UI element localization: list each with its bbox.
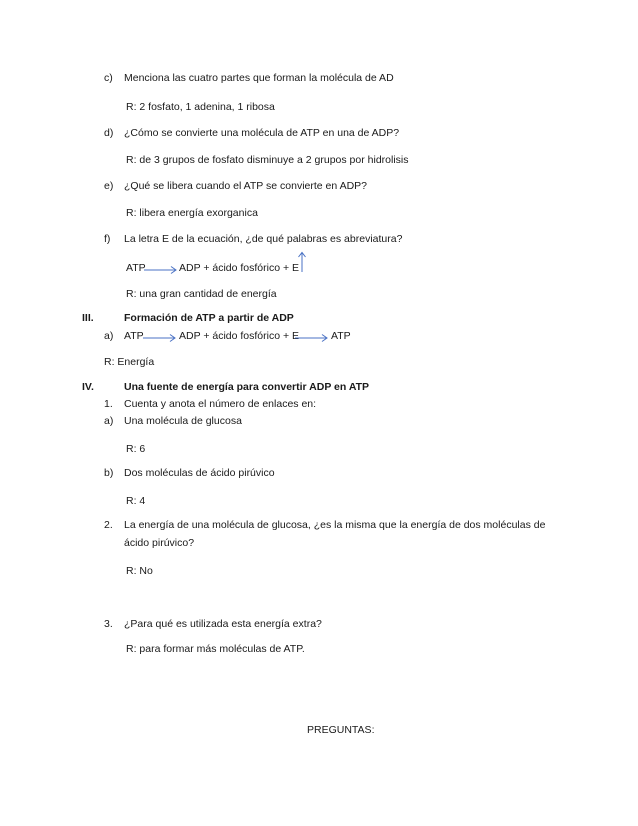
- iv-q2-line2: ácido pirúvico?: [124, 537, 195, 549]
- up-arrow-icon: [297, 251, 307, 273]
- iv-q2-answer: R: No: [126, 565, 153, 577]
- question-f-marker: f): [104, 233, 111, 245]
- iv-q1b-answer: R: 4: [126, 495, 146, 507]
- iv-q3-answer: R: para formar más moléculas de ATP.: [126, 643, 305, 655]
- section-iii-numeral: III.: [82, 312, 94, 324]
- iv-q1a-answer: R: 6: [126, 443, 146, 455]
- equation-iii-c: ATP: [331, 330, 351, 342]
- iv-q1-text: Cuenta y anota el número de enlaces en:: [124, 398, 317, 410]
- iv-q1b-text: Dos moléculas de ácido pirúvico: [124, 467, 275, 479]
- iv-q3-marker: 3.: [104, 618, 113, 630]
- question-c-text: Menciona las cuatro partes que forman la molécula de AD: [124, 72, 394, 84]
- iv-q1b-marker: b): [104, 467, 114, 479]
- iv-q2-marker: 2.: [104, 519, 113, 531]
- question-d-marker: d): [104, 127, 114, 139]
- section-iii-title: Formación de ATP a partir de ADP: [124, 312, 294, 324]
- question-e-marker: e): [104, 180, 114, 192]
- right-arrow-icon: [294, 333, 330, 343]
- question-f-answer: R: una gran cantidad de energía: [126, 288, 277, 300]
- equation-iii-a: ATP: [124, 330, 144, 342]
- right-arrow-icon: [143, 265, 179, 275]
- equation-f-right: ADP + ácido fosfórico + E: [179, 262, 300, 274]
- question-d-text: ¿Cómo se convierte una molécula de ATP en una de ADP?: [124, 127, 400, 139]
- equation-f-left: ATP: [126, 262, 146, 274]
- question-f-text: La letra E de la ecuación, ¿de qué palabras es abreviatura?: [124, 233, 403, 245]
- section-iv-title: Una fuente de energía para convertir ADP en ATP: [124, 381, 370, 393]
- iv-q1a-text: Una molécula de glucosa: [124, 415, 242, 427]
- right-arrow-icon: [142, 333, 178, 343]
- preguntas-heading: PREGUNTAS:: [307, 724, 375, 736]
- iv-q1a-marker: a): [104, 415, 114, 427]
- question-c-answer: R: 2 fosfato, 1 adenina, 1 ribosa: [126, 101, 275, 113]
- question-e-answer: R: libera energía exorganica: [126, 207, 258, 219]
- iv-q3-text: ¿Para qué es utilizada esta energía extra?: [124, 618, 322, 630]
- section-iii-answer: R: Energía: [104, 356, 155, 368]
- question-e-text: ¿Qué se libera cuando el ATP se convierte en ADP?: [124, 180, 368, 192]
- iv-q2-line1: La energía de una molécula de glucosa, ¿es la misma que la energía de dos moléculas de: [124, 519, 546, 531]
- section-iv-numeral: IV.: [82, 381, 94, 393]
- iv-q1-marker: 1.: [104, 398, 113, 410]
- question-d-answer: R: de 3 grupos de fosfato disminuye a 2 grupos por hidrolisis: [126, 154, 409, 166]
- question-c-marker: c): [104, 72, 113, 84]
- equation-iii-b: ADP + ácido fosfórico + E: [179, 330, 300, 342]
- section-iii-item-marker: a): [104, 330, 114, 342]
